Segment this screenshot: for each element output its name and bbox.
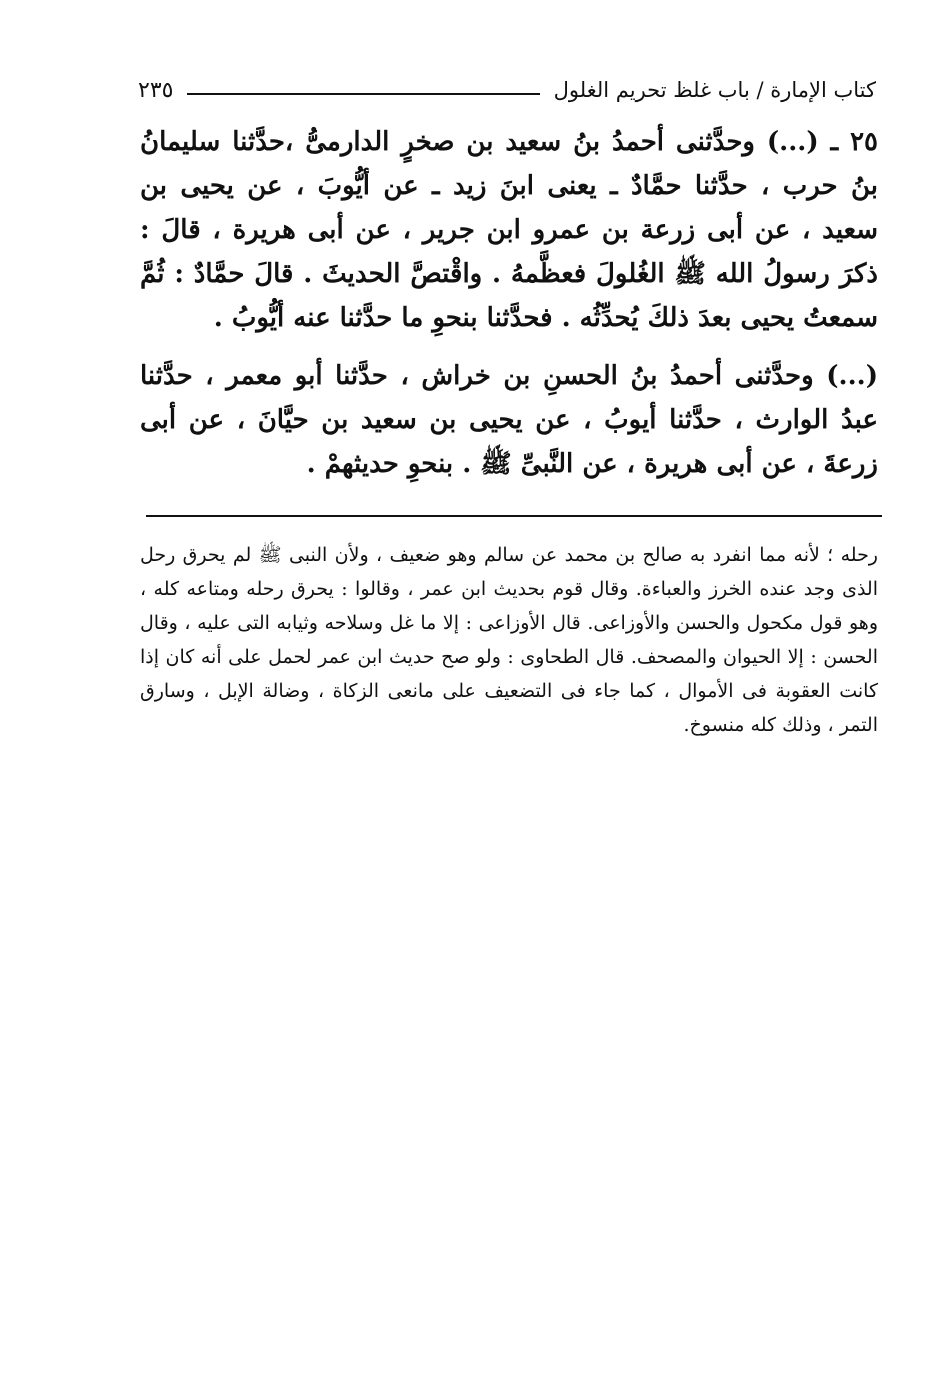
running-header [138, 70, 876, 110]
main-text [140, 120, 878, 486]
page-number: ٢٣٥ [138, 77, 174, 103]
footnote-divider [146, 515, 882, 517]
footnote-text: رحله ؛ لأنه مما انفرد به صالح بن محمد عن سالم وهو ضعيف ، ولأن النبى ﷺ لم يحرق رحل الذى وجد عنده الخرز والعباءة. وقال قوم بحديث ابن عمر ، وقالوا : يحرق رحله ومتاعه كله ، وهو قول مكحول والحسن والأوزاعى. قال الأوزاعى : إلا ما غل وسلاحه وثيابه التى عليه ، وقال الحسن : إلا الحيوان والمصحف. قال الطحاوى : ولو صح حديث ابن عمر لحمل على أنه كان إذا كانت العقوبة فى الأموال ، كما جاء فى التضعيف على مانعى الزكاة ، وضالة الإبل ، وسارق التمر ، وذلك كله منسوخ. [140, 544, 878, 736]
header-title: كتاب الإمارة / باب غلظ تحريم الغلول [553, 78, 876, 102]
hadith-paragraph-2: (...) وحدَّثنى أحمدُ بنُ الحسنِ بن خراش ، حدَّثنا أبو معمر ، حدَّثنا عبدُ الوارث ، حدَّثنا أيوبُ ، عن يحيى بن سعيد بن حيَّانَ ، عن أبى زرعةَ ، عن أبى هريرة ، عن النَّبىِّ ﷺ . بنحوِ حديثهمْ . [140, 361, 878, 479]
hadith-paragraph-1: ٢٥ ـ (...) وحدَّثنى أحمدُ بنُ سعيد بن صخرٍ الدارمىُّ ،حدَّثنا سليمانُ بنُ حرب ، حدَّثنا حمَّادٌ ـ يعنى ابنَ زيد ـ عن أيُّوبَ ، عن يحيى بن سعيد ، عن أبى زرعة بن عمرو ابن جرير ، عن أبى هريرة ، قالَ : ذكرَ رسولُ الله ﷺ الغُلولَ فعظَّمهُ . واقْتصَّ الحديثَ . قالَ حمَّادٌ : ثُمَّ سمعتُ يحيى بعدَ ذلكَ يُحدِّثُه . فحدَّثنا بنحوِ ما حدَّثنا عنه أيُّوبُ . [140, 127, 878, 333]
header-rule [187, 93, 539, 95]
footnote [140, 538, 878, 742]
